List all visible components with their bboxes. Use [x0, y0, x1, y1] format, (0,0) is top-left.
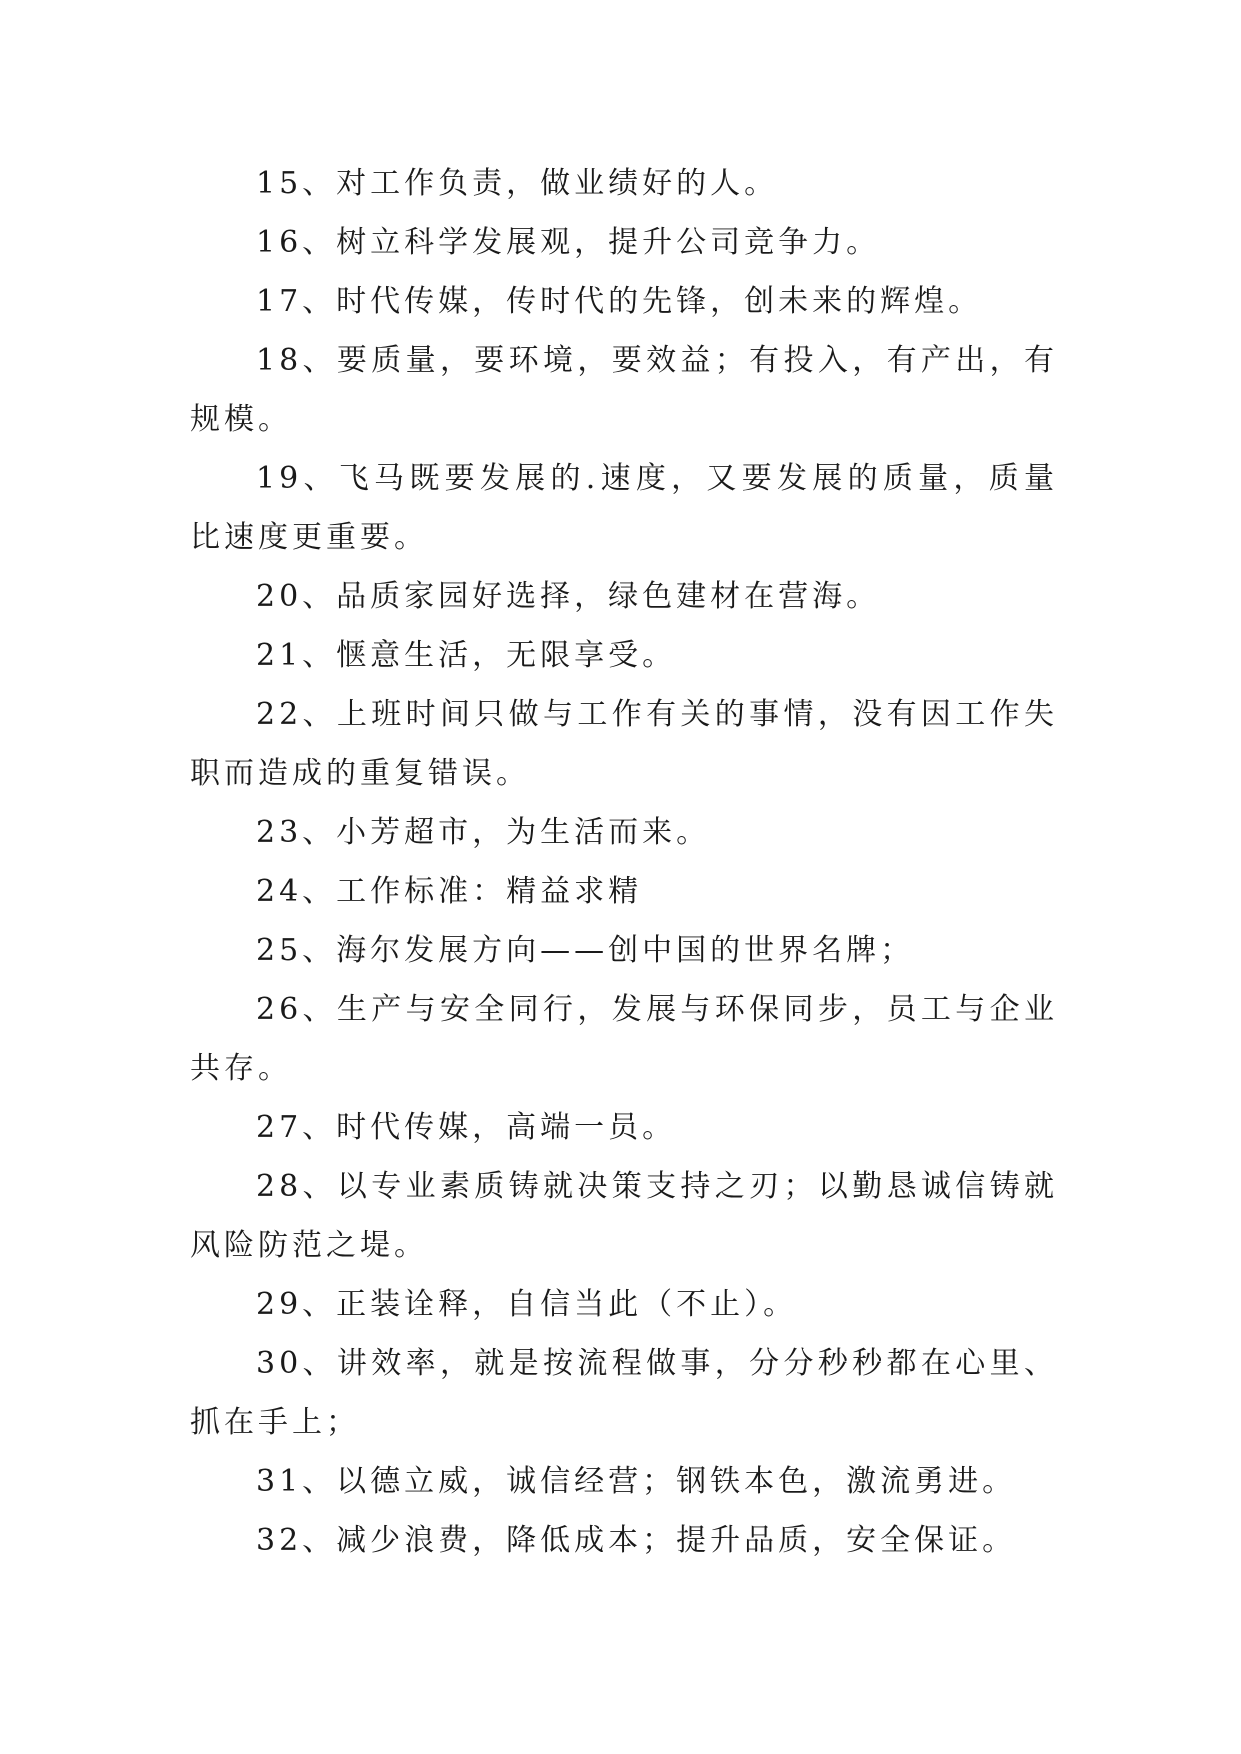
list-item: 31、以德立威，诚信经营；钢铁本色，激流勇进。: [256, 1464, 1017, 1499]
list-item: 26、生产与安全同行，发展与环保同步，员工与企业共存。: [190, 992, 1058, 1086]
list-item: 24、工作标准：精益求精: [256, 874, 643, 909]
list-item: 18、要质量，要环境，要效益；有投入，有产出，有规模。: [190, 343, 1058, 437]
list-item: 19、飞马既要发展的.速度，又要发展的质量，质量比速度更重要。: [190, 461, 1058, 555]
list-item: 32、减少浪费，降低成本；提升品质，安全保证。: [256, 1523, 1017, 1558]
slogan-list: [190, 154, 1058, 1570]
list-item: 25、海尔发展方向——创中国的世界名牌；: [256, 933, 915, 968]
list-item: 30、讲效率，就是按流程做事，分分秒秒都在心里、抓在手上；: [190, 1346, 1058, 1440]
list-item: 15、对工作负责，做业绩好的人。: [256, 166, 779, 201]
list-item: 20、品质家园好选择，绿色建材在营海。: [256, 579, 881, 614]
list-item: 21、惬意生活，无限享受。: [256, 638, 677, 673]
list-item: 16、树立科学发展观，提升公司竞争力。: [256, 225, 881, 260]
list-item: 27、时代传媒，高端一员。: [256, 1110, 677, 1145]
list-item: 23、小芳超市，为生活而来。: [256, 815, 711, 850]
list-item: 28、以专业素质铸就决策支持之刃；以勤恳诚信铸就风险防范之堤。: [190, 1169, 1058, 1263]
list-item: 29、正装诠释，自信当此（不止）。: [256, 1287, 798, 1322]
list-item: 17、时代传媒，传时代的先锋，创未来的辉煌。: [256, 284, 983, 319]
list-item: 22、上班时间只做与工作有关的事情，没有因工作失职而造成的重复错误。: [190, 697, 1058, 791]
